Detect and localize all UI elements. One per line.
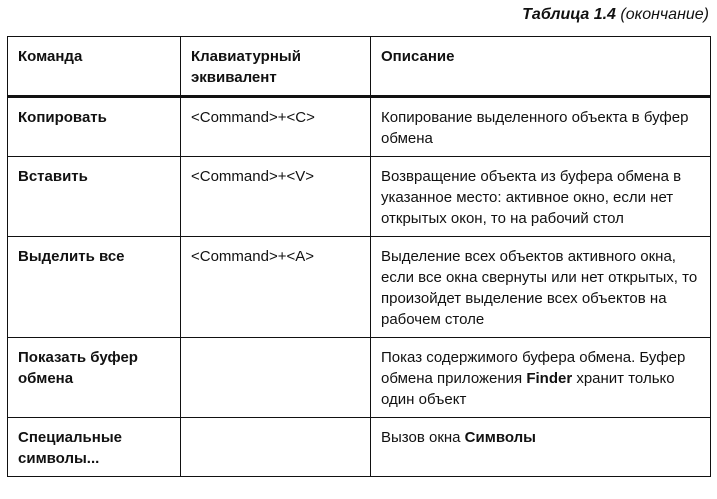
command-shortcut: <Command>+<C>: [181, 97, 371, 157]
description-text: Вызов окна: [381, 429, 465, 446]
description-text: хранит только один объект: [381, 370, 675, 408]
window-name-symbols: Символы: [464, 429, 536, 446]
command-description: Копирование выделенного объекта в буфер обмена: [371, 97, 711, 157]
description-text: Показ содержимого буфера обмена. Буфер обмена приложения: [381, 349, 686, 387]
command-shortcut: <Command>+<V>: [181, 157, 371, 237]
command-description: [371, 338, 711, 418]
command-name: Показать буфер обмена: [8, 338, 181, 418]
table-row: [8, 97, 711, 157]
table-caption-note: (окончание): [620, 6, 709, 23]
commands-table: [7, 36, 711, 477]
header-command: Команда: [8, 37, 181, 97]
table-row: [8, 418, 711, 477]
command-name: Копировать: [8, 97, 181, 157]
table-caption-title: Таблица 1.4: [522, 6, 616, 23]
command-shortcut: [181, 338, 371, 418]
command-name: Специальные символы...: [8, 418, 181, 477]
header-shortcut: Клавиатурный эквивалент: [181, 37, 371, 97]
command-shortcut: [181, 418, 371, 477]
command-description: Выделение всех объектов активного окна, если все окна свернуты или нет открытых, то произойдет выделение всех объектов на рабочем столе: [371, 237, 711, 338]
table-row: [8, 157, 711, 237]
table-caption: [522, 6, 709, 24]
command-shortcut: <Command>+<A>: [181, 237, 371, 338]
command-description: Возвращение объекта из буфера обмена в указанное место: активное окно, если нет открытых окон, то на рабочий стол: [371, 157, 711, 237]
table-row: [8, 338, 711, 418]
app-name-finder: Finder: [526, 370, 573, 387]
command-description: [371, 418, 711, 477]
header-description: Описание: [371, 37, 711, 97]
table-row: [8, 237, 711, 338]
table-header-row: [8, 37, 711, 97]
command-name: Выделить все: [8, 237, 181, 338]
command-name: Вставить: [8, 157, 181, 237]
